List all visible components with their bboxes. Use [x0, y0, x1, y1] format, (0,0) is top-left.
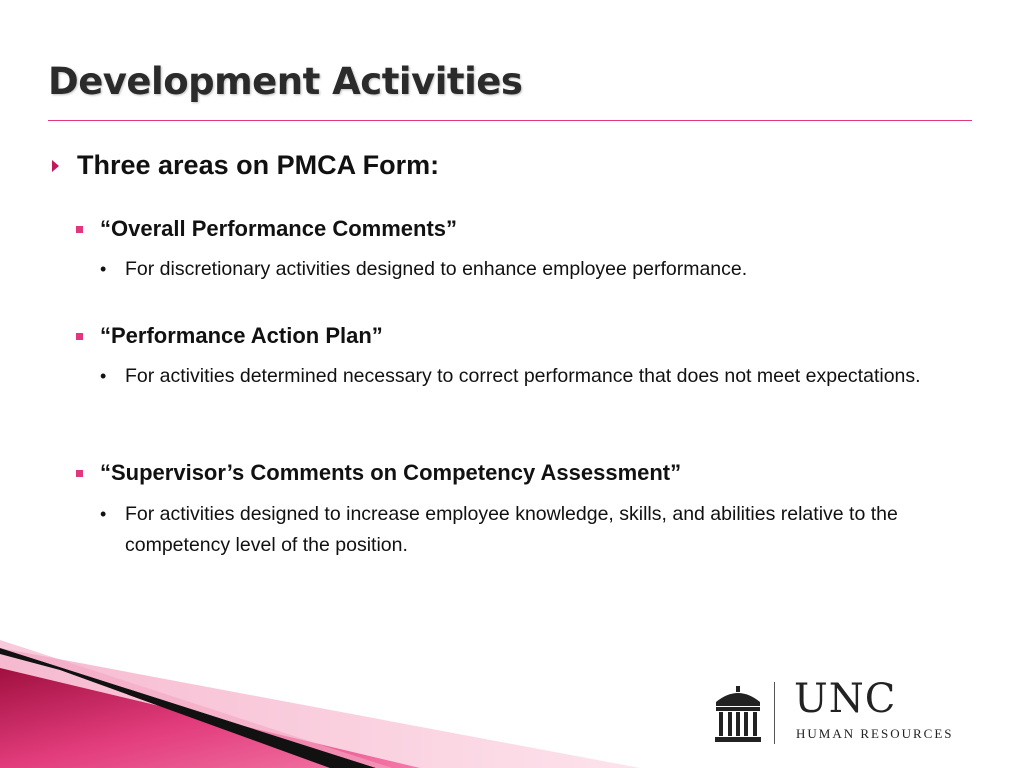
section-detail-text: For discretionary activities designed to enhance employee performance. [125, 258, 748, 280]
logo-name: UNC [794, 676, 897, 722]
square-bullet-icon [76, 226, 83, 233]
unc-hr-logo [712, 676, 974, 746]
section-detail-competency-assessment [100, 499, 960, 561]
dot-bullet-icon: • [100, 504, 107, 524]
square-bullet-icon [76, 470, 83, 477]
logo-divider [774, 682, 775, 744]
old-well-icon [712, 682, 764, 746]
section-detail-text: For activities designed to increase employee knowledge, skills, and abilities relative to the competency level of the position. [125, 503, 898, 556]
main-bullet-text: Three areas on PMCA Form: [77, 150, 440, 180]
section-detail-overall-performance [100, 254, 960, 285]
section-heading-competency-assessment [76, 460, 681, 486]
dot-bullet-icon: • [100, 366, 107, 386]
logo-subtitle: HUMAN RESOURCES [796, 726, 954, 741]
dot-bullet-icon: • [100, 259, 107, 279]
page-title: Development Activities [48, 60, 523, 103]
section-heading-text: “Supervisor’s Comments on Competency Assessment” [100, 460, 682, 485]
section-heading-overall-performance [76, 216, 457, 242]
decorative-swoosh [0, 640, 640, 768]
section-heading-action-plan [76, 323, 383, 349]
title-divider [48, 120, 972, 121]
main-bullet [48, 150, 439, 181]
section-detail-action-plan [100, 361, 960, 392]
section-heading-text: “Overall Performance Comments” [100, 216, 458, 241]
section-detail-text: For activities determined necessary to correct performance that does not meet expectations. [125, 365, 921, 387]
section-heading-text: “Performance Action Plan” [100, 323, 383, 348]
square-bullet-icon [76, 333, 83, 340]
triangle-bullet-icon [52, 160, 59, 172]
